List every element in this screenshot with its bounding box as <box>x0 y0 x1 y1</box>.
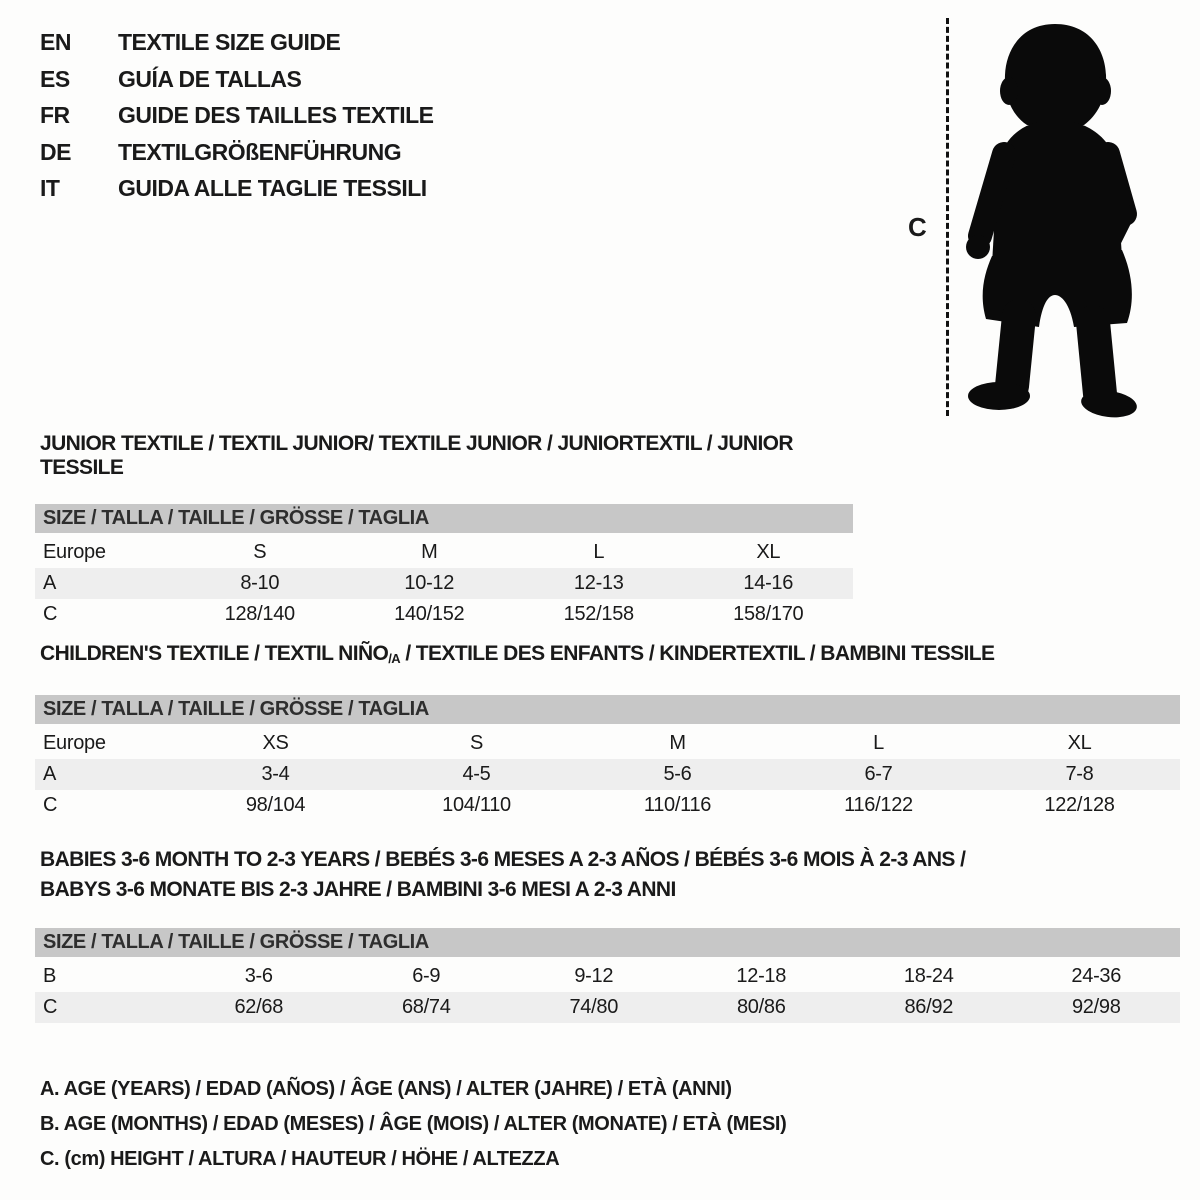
table-cell: 3-6 <box>244 965 273 987</box>
section-babies-textile <box>35 845 1180 1023</box>
junior-size-table <box>35 537 853 630</box>
table-cell: 140/152 <box>394 603 465 625</box>
table-cell: L <box>873 731 884 754</box>
table-cell: 24-36 <box>1071 965 1122 987</box>
baby-silhouette-icon <box>958 16 1153 426</box>
row-label: C <box>43 793 58 816</box>
legend-line-b: B. AGE (MONTHS) / EDAD (MESES) / ÂGE (MOIS) / ALTER (MONATE) / ETÀ (MESI) <box>40 1113 787 1135</box>
row-label: A <box>43 762 57 785</box>
table-cell: 7-8 <box>1065 762 1094 785</box>
section-title-junior: JUNIOR TEXTILE / TEXTIL JUNIOR/ TEXTILE JUNIOR / JUNIORTEXTIL / JUNIOR TESSILE <box>40 432 793 479</box>
title-line: BABIES 3-6 MONTH TO 2-3 YEARS / BEBÉS 3-6 MESES A 2-3 AÑOS / BÉBÉS 3-6 MOIS À 2-3 ANS / <box>40 848 966 871</box>
table-cell: 62/68 <box>234 996 284 1018</box>
table-cell: 3-4 <box>261 762 290 785</box>
table-row-europe <box>35 537 853 568</box>
legend-line-c: C. (cm) HEIGHT / ALTURA / HAUTEUR / HÖHE / ALTEZZA <box>40 1148 560 1170</box>
children-size-table <box>35 728 1180 821</box>
table-row-months <box>35 961 1180 992</box>
language-title: GUIDE DES TAILLES TEXTILE <box>118 102 434 128</box>
table-cell: XL <box>1067 731 1092 754</box>
height-c-label: C <box>908 212 927 242</box>
table-cell: 86/92 <box>904 996 954 1018</box>
table-cell: S <box>253 541 267 563</box>
language-title: TEXTILE SIZE GUIDE <box>118 29 341 55</box>
table-cell: 110/116 <box>643 793 712 816</box>
row-label: C <box>43 996 58 1018</box>
row-label: C <box>43 603 58 625</box>
table-cell: 68/74 <box>401 996 451 1018</box>
table-cell: 98/104 <box>245 793 306 816</box>
title-subscript: /A <box>388 650 401 666</box>
language-title: GUÍA DE TALLAS <box>118 65 302 92</box>
row-label: B <box>43 965 57 987</box>
section-junior-textile <box>35 432 853 630</box>
table-row-height <box>35 790 1180 821</box>
babies-size-table <box>35 961 1180 1023</box>
table-cell: M <box>421 541 438 563</box>
size-table-header: SIZE / TALLA / TAILLE / GRÖSSE / TAGLIA <box>35 695 1180 724</box>
table-cell: 6-7 <box>864 762 893 785</box>
section-children-textile <box>35 642 1180 821</box>
table-cell: 9-12 <box>574 965 614 987</box>
table-cell: S <box>469 731 484 754</box>
title-line: BABYS 3-6 MONATE BIS 2-3 JAHRE / BAMBINI 3-6 MESI A 2-3 ANNI <box>40 878 676 901</box>
section-title-children <box>35 642 1180 671</box>
table-cell: 8-10 <box>240 572 280 594</box>
table-cell: 4-5 <box>462 762 491 785</box>
language-title-list <box>40 24 434 207</box>
language-row-it <box>40 170 434 207</box>
table-cell: 5-6 <box>663 762 692 785</box>
table-cell: 14-16 <box>743 572 794 594</box>
table-cell: 12-13 <box>573 572 624 594</box>
table-cell: 74/80 <box>569 996 619 1018</box>
language-row-es <box>40 61 434 98</box>
table-cell: 12-18 <box>736 965 787 987</box>
row-label: Europe <box>43 731 106 754</box>
table-row-age <box>35 759 1180 790</box>
measurement-legend <box>40 1072 786 1177</box>
language-row-fr <box>40 97 434 134</box>
table-cell: 104/110 <box>442 793 511 816</box>
table-cell: 122/128 <box>1044 793 1115 816</box>
row-label: Europe <box>43 541 106 563</box>
title-text: / TEXTILE DES ENFANTS / KINDERTEXTIL / BAMBINI TESSILE <box>400 642 995 665</box>
title-text: CHILDREN'S TEXTILE / TEXTIL NIÑO <box>40 642 389 665</box>
size-table-header: SIZE / TALLA / TAILLE / GRÖSSE / TAGLIA <box>35 928 1180 957</box>
table-cell: L <box>593 541 605 563</box>
size-table-header: SIZE / TALLA / TAILLE / GRÖSSE / TAGLIA <box>35 504 853 533</box>
height-dashed-line <box>946 18 949 416</box>
table-cell: 6-9 <box>412 965 441 987</box>
row-label: A <box>43 572 57 594</box>
table-cell: 10-12 <box>404 572 455 594</box>
language-code: DE <box>40 138 71 165</box>
table-cell: 128/140 <box>224 603 295 625</box>
language-row-en <box>40 24 434 61</box>
table-cell: 116/122 <box>844 793 913 816</box>
language-row-de <box>40 134 434 171</box>
language-code: ES <box>40 65 70 92</box>
table-row-height <box>35 599 853 630</box>
language-code: IT <box>40 175 60 201</box>
table-cell: 158/170 <box>733 603 804 625</box>
table-cell: 92/98 <box>1071 996 1121 1018</box>
section-title-babies <box>35 845 1180 905</box>
table-cell: 152/158 <box>563 603 634 625</box>
table-cell: 18-24 <box>903 965 954 987</box>
table-cell: XS <box>262 731 289 754</box>
language-title: TEXTILGRÖßENFÜHRUNG <box>118 138 402 165</box>
table-cell: M <box>669 731 686 754</box>
table-cell: 80/86 <box>736 996 786 1018</box>
legend-line-a: A. AGE (YEARS) / EDAD (AÑOS) / ÂGE (ANS) / ALTER (JAHRE) / ETÀ (ANNI) <box>40 1078 732 1100</box>
language-code: FR <box>40 102 70 128</box>
table-cell: XL <box>756 541 781 563</box>
table-row-age <box>35 568 853 599</box>
table-row-europe <box>35 728 1180 759</box>
table-row-height <box>35 992 1180 1023</box>
language-title: GUIDA ALLE TAGLIE TESSILI <box>118 175 427 201</box>
language-code: EN <box>40 29 71 55</box>
